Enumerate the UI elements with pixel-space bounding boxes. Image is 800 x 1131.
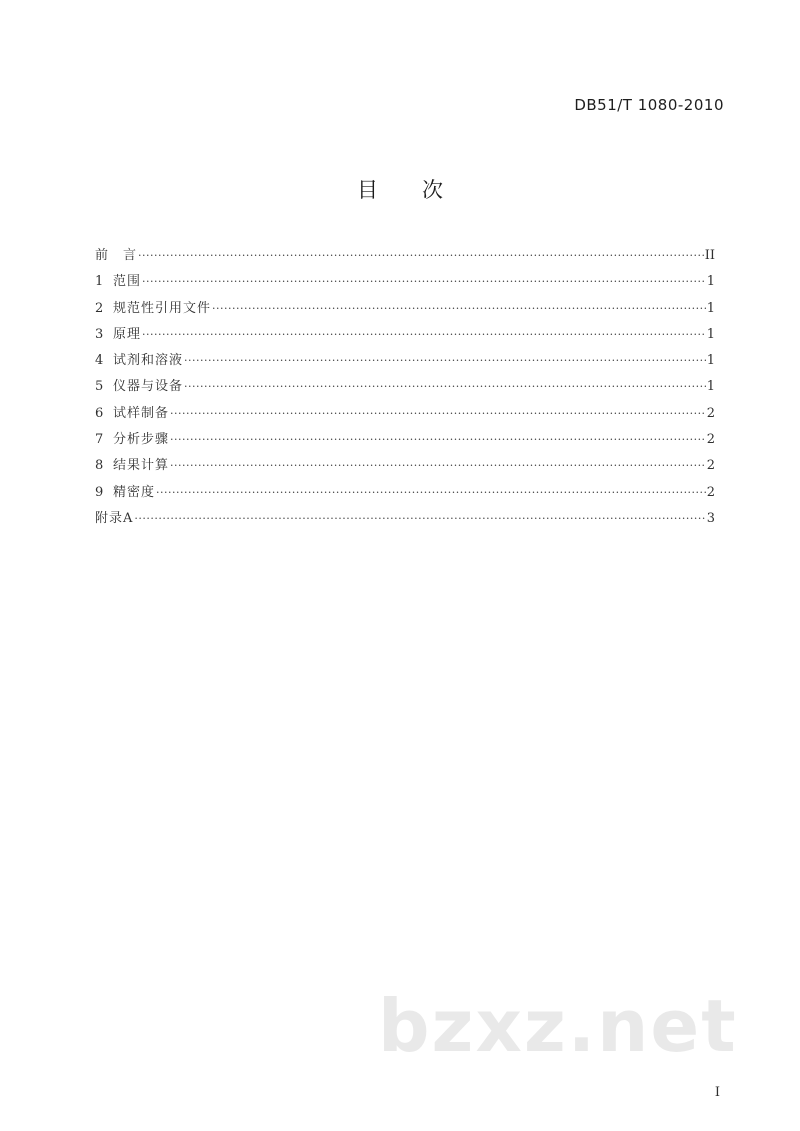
page-number: I [714,1085,720,1100]
toc-entry-page: 2 [706,458,715,474]
title-char-2: 次 [422,178,443,202]
toc-entry-page: 1 [706,379,715,395]
dot-leader [134,512,705,525]
toc-entry-page: 1 [706,326,715,342]
toc-entry-scope[interactable] [95,270,715,296]
toc-entry-label: 仪器与设备 [113,379,184,395]
toc-entry-apparatus[interactable] [95,375,715,401]
toc-entry-page: 3 [706,510,715,526]
toc-entry-label: 规范性引用文件 [113,300,212,316]
toc-entry-sample-preparation[interactable] [95,402,715,428]
toc-entry-number: 7 [95,432,104,448]
toc-entry-page: II [704,248,715,263]
toc-entry-page: 2 [706,484,715,500]
toc-entry-foreword[interactable] [95,244,715,270]
toc-entry-page: 1 [706,353,715,369]
toc-entry-reagents[interactable] [95,349,715,375]
toc-entry-label: 精密度 [113,484,156,500]
toc-entry-number: 4 [95,353,104,369]
toc-entry-label: 范围 [113,274,142,290]
dot-leader [170,459,706,472]
toc-entry-page: 2 [706,405,715,421]
toc-entry-number: 1 [95,274,104,290]
dot-leader [184,354,706,367]
toc-entry-number: 6 [95,405,104,421]
toc-entry-number: 8 [95,458,104,474]
dot-leader [142,275,706,288]
dot-leader [184,380,706,393]
toc-entry-page: 1 [706,300,715,316]
toc-entry-label: 前 言 [95,248,138,263]
document-code: DB51/T 1080-2010 [574,96,724,114]
toc-entry-label: 试剂和溶液 [113,353,184,369]
toc-entry-label: 结果计算 [113,458,170,474]
toc-entry-precision[interactable] [95,481,715,507]
toc-entry-number: 3 [95,326,104,342]
dot-leader [142,328,706,341]
toc-entry-label: 附录A [95,510,134,526]
toc-entry-calculation[interactable] [95,454,715,480]
table-of-contents [95,244,715,533]
toc-entry-principle[interactable] [95,323,715,349]
toc-entry-normative-references[interactable] [95,297,715,323]
toc-entry-number: 5 [95,379,104,395]
toc-entry-label: 分析步骤 [113,432,170,448]
toc-entry-page: 2 [706,432,715,448]
toc-entry-appendix-a[interactable] [95,507,715,533]
dot-leader [156,486,706,499]
watermark: bzxz.net [378,984,738,1068]
toc-entry-label: 试样制备 [113,405,170,421]
toc-entry-page: 1 [706,274,715,290]
dot-leader [138,249,704,262]
dot-leader [212,302,706,315]
toc-entry-number: 2 [95,300,104,316]
dot-leader [170,433,706,446]
dot-leader [170,407,706,420]
title-char-1: 目 [357,178,378,202]
page-title [0,174,800,204]
toc-entry-analysis-steps[interactable] [95,428,715,454]
toc-entry-number: 9 [95,484,104,500]
toc-entry-label: 原理 [113,326,142,342]
